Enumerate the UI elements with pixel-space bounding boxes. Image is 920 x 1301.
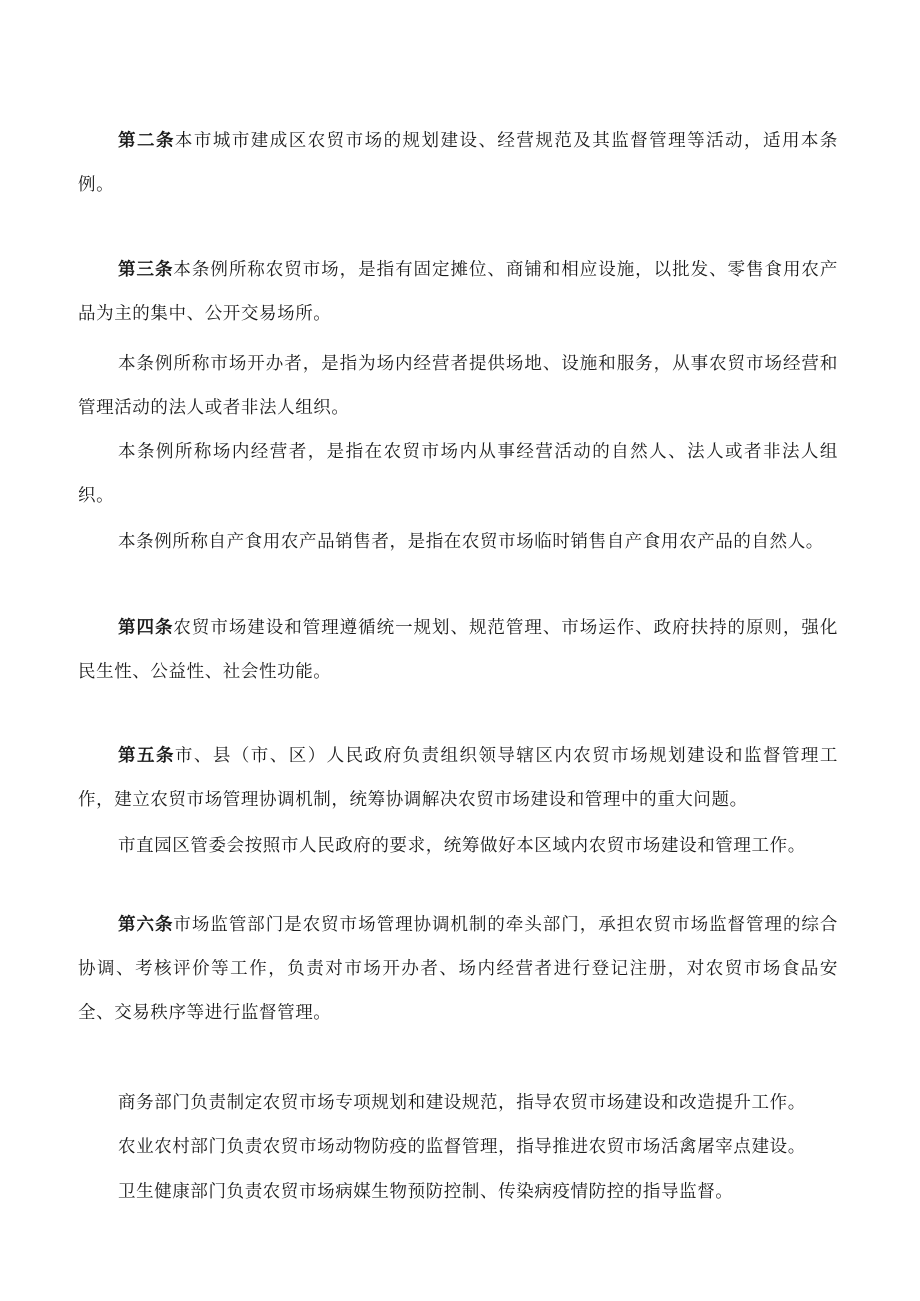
article-6-text-4: 卫生健康部门负责农贸市场病媒生物预防控制、传染病疫情防控的指导监督。 (118, 1182, 734, 1202)
article-5-text-1: 市、县（市、区）人民政府负责组织领导辖区内农贸市场规划建设和监督管理工作，建立农贸市场管理协调机制，统筹协调解决农贸市场建设和管理中的重大问题。 (78, 746, 838, 810)
article-3-text-2: 本条例所称市场开办者，是指为场内经营者提供场地、设施和服务，从事农贸市场经营和管理活动的法人或者非法人组织。 (78, 354, 838, 418)
article-3-paragraph-3 (78, 430, 838, 518)
article-3-text-4: 本条例所称自产食用农产品销售者，是指在农贸市场临时销售自产食用农产品的自然人。 (118, 532, 824, 552)
article-4-text-1: 农贸市场建设和管理遵循统一规划、规范管理、市场运作、政府扶持的原则，强化民生性、公益性、社会性功能。 (78, 618, 838, 682)
article-6-label: 第六条 (118, 915, 174, 935)
article-3-paragraph-4 (78, 520, 838, 564)
article-4-paragraph-1 (78, 606, 838, 694)
article-3-paragraph-1 (78, 248, 838, 336)
article-3-text-1: 本条例所称农贸市场，是指有固定摊位、商铺和相应设施，以批发、零售食用农产品为主的集中、公开交易场所。 (78, 260, 838, 324)
article-6-text-3: 农业农村部门负责农贸市场动物防疫的监督管理，指导推进农贸市场活禽屠宰点建设。 (118, 1137, 806, 1157)
article-6-text-2: 商务部门负责制定农贸市场专项规划和建设规范，指导农贸市场建设和改造提升工作。 (118, 1093, 806, 1113)
article-4-label: 第四条 (118, 618, 174, 638)
article-2-label: 第二条 (118, 131, 175, 151)
article-6-paragraph-2 (78, 1081, 838, 1125)
article-5-text-2: 市直园区管委会按照市人民政府的要求，统筹做好本区域内农贸市场建设和管理工作。 (118, 836, 806, 856)
article-3-paragraph-2 (78, 342, 838, 430)
article-2-paragraph-1 (78, 119, 838, 207)
article-6-text-1: 市场监管部门是农贸市场管理协调机制的牵头部门，承担农贸市场监督管理的综合协调、考核评价等工作，负责对市场开办者、场内经营者进行登记注册，对农贸市场食品安全、交易秩序等进行监督管理。 (78, 915, 838, 1023)
article-6-paragraph-1 (78, 903, 838, 1035)
article-2-text-1: 本市城市建成区农贸市场的规划建设、经营规范及其监督管理等活动，适用本条例。 (78, 131, 838, 195)
article-3-text-3: 本条例所称场内经营者，是指在农贸市场内从事经营活动的自然人、法人或者非法人组织。 (78, 442, 838, 506)
article-3-label: 第三条 (118, 260, 174, 280)
article-6-paragraph-4 (78, 1170, 838, 1214)
article-5-paragraph-1 (78, 734, 838, 822)
article-5-label: 第五条 (118, 746, 175, 766)
article-5-paragraph-2 (78, 824, 838, 868)
article-6-paragraph-3 (78, 1125, 838, 1169)
